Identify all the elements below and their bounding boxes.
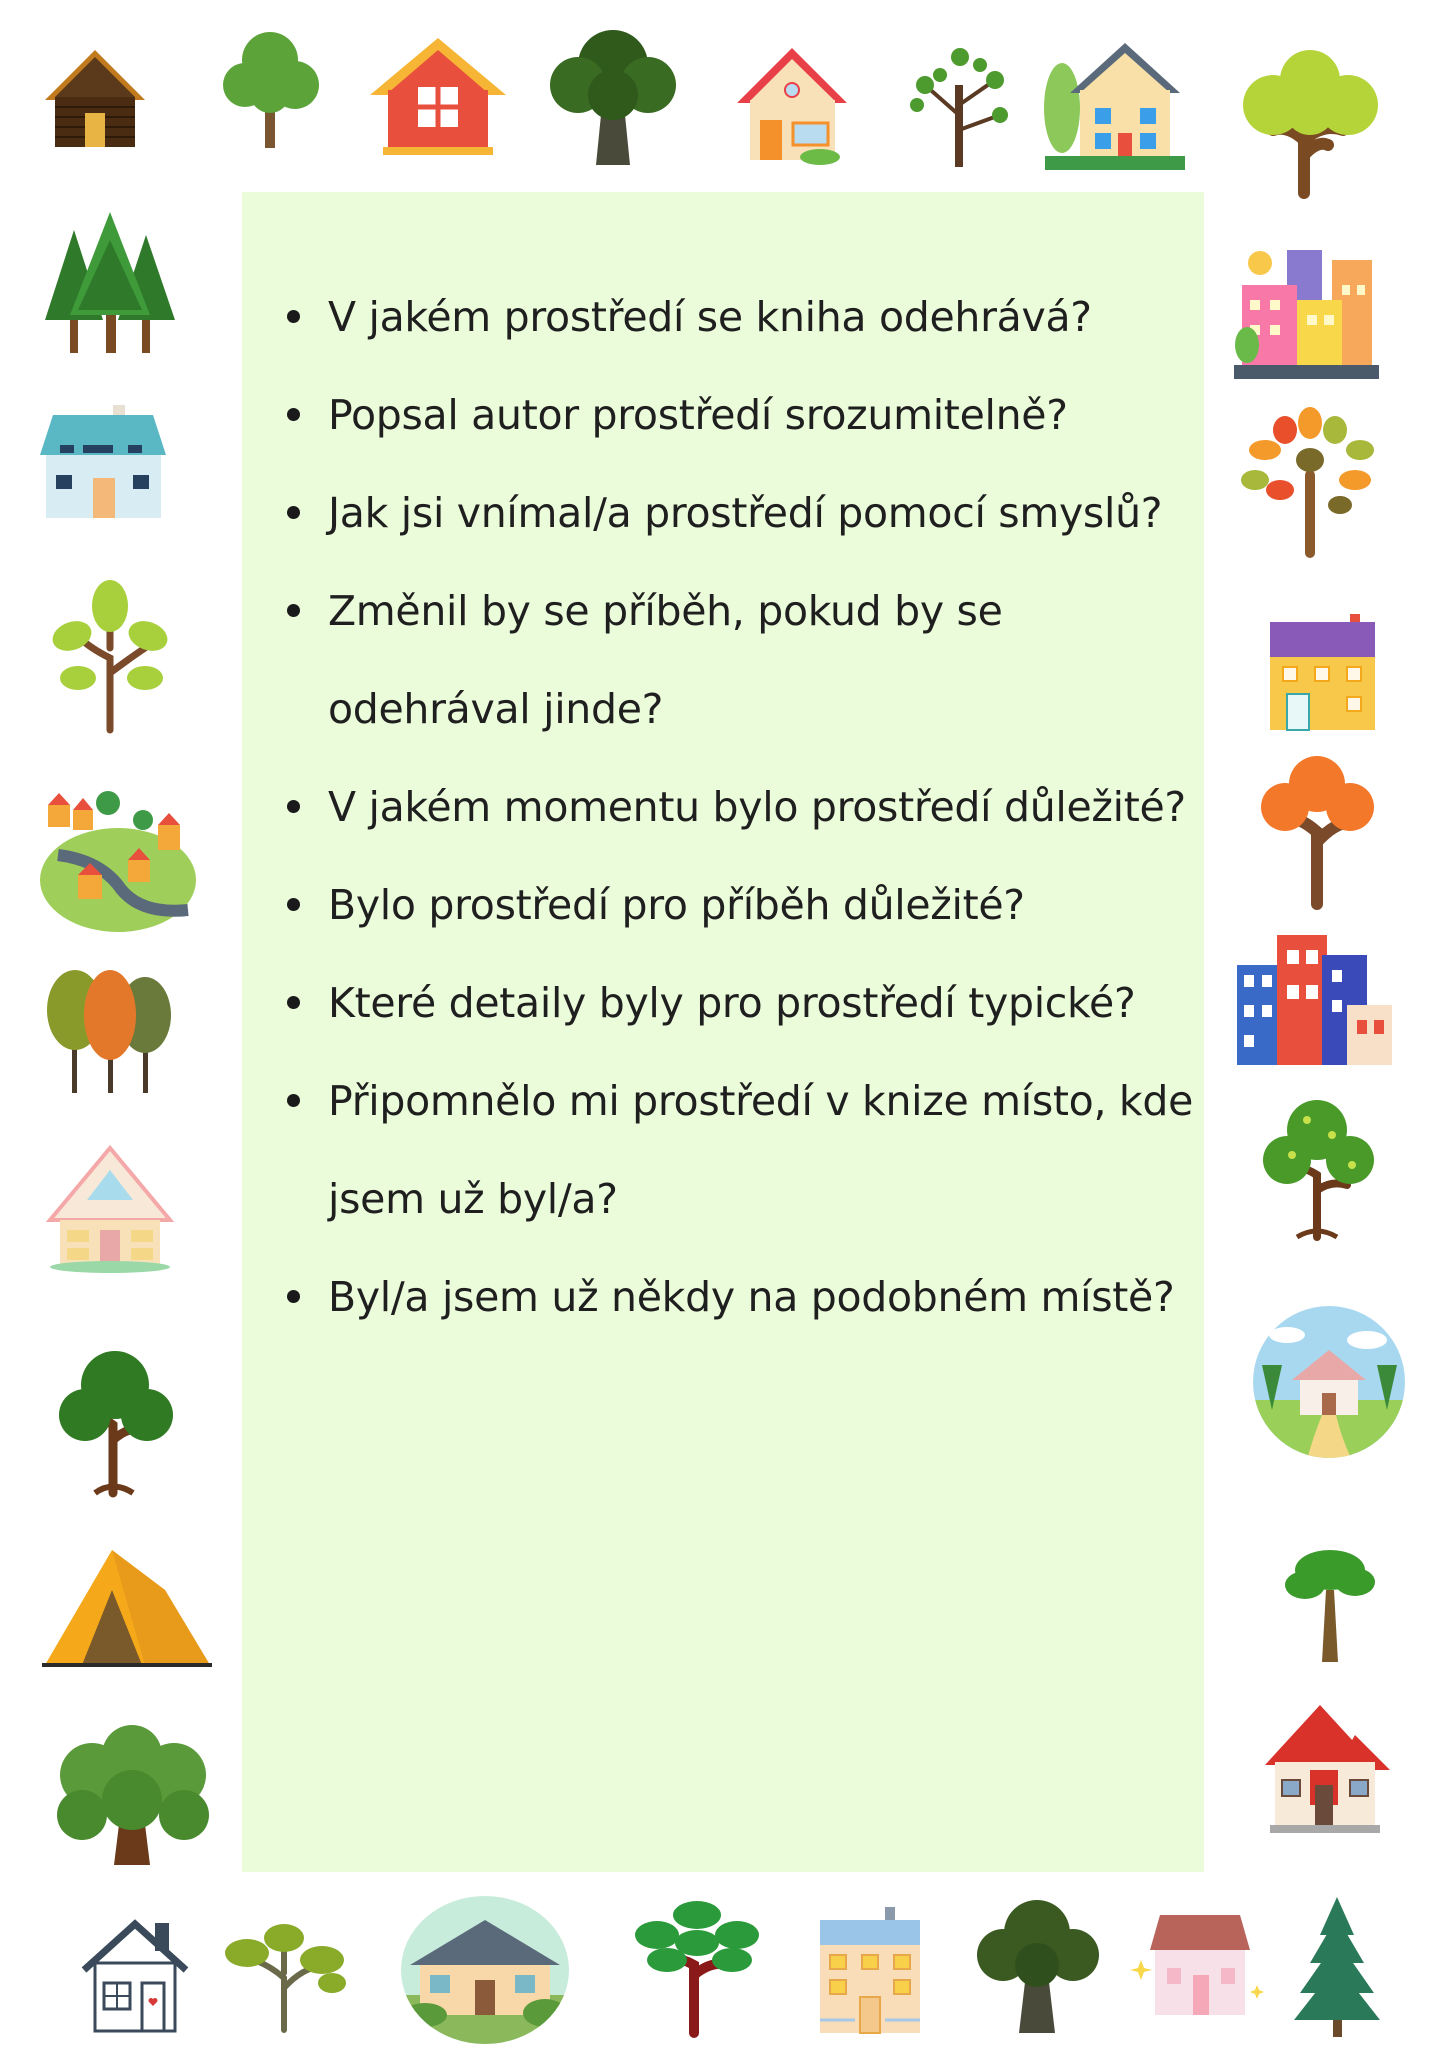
sapling-tree-icon [905,45,1015,170]
question-text: Byl/a jsem už někdy na podobném místě? [328,1273,1175,1321]
question-text: Bylo prostředí pro příběh důležité? [328,881,1025,929]
red-roof-house-icon [1260,1700,1395,1835]
bullet-icon [287,996,300,1009]
list-item [278,366,1198,464]
oak-tree-icon [548,25,678,170]
yellow-house-icon [1040,38,1190,173]
pink-house-icon [1135,1910,1265,2025]
purple-roof-house-icon [1265,612,1380,732]
list-item [278,268,1198,366]
tent-icon [40,1545,215,1670]
pine-forest-icon [40,210,180,355]
bullet-icon [287,310,300,323]
village-icon [38,785,198,935]
autumn-tree-icon [1240,405,1380,555]
bullet-icon [287,408,300,421]
list-item [278,856,1198,954]
question-text: Popsal autor prostředí srozumitelně? [328,391,1068,439]
cottage-icon [735,45,850,165]
lime-tree-icon [1238,45,1383,195]
question-text: Připomnělo mi prostředí v knize místo, kde jsem už byl/a? [328,1077,1194,1223]
tree-icon [50,578,170,733]
log-cabin-icon [40,45,150,150]
house-icon [38,400,168,520]
house-scene-icon [400,1895,570,2045]
bullet-icon [287,604,300,617]
question-text: V jakém momentu bylo prostředí důležité? [328,783,1186,831]
question-text: Změnil by se příběh, pokud by se odehrával jinde? [328,587,1003,733]
orange-tree-icon [1260,752,1375,907]
tree-icon [632,1895,762,2035]
list-item [278,1052,1198,1248]
city-buildings-icon [1232,245,1380,380]
list-item [278,1248,1198,1346]
list-item [278,758,1198,856]
bullet-icon [287,506,300,519]
tree-icon [1262,1095,1377,1240]
tree-icon [1280,1540,1380,1665]
cottage-icon [45,1145,175,1275]
house-scene-icon [1252,1305,1407,1460]
question-list [278,268,1198,1346]
spruce-tree-icon [1290,1895,1385,2040]
bullet-icon [287,800,300,813]
bullet-icon [287,898,300,911]
list-item [278,562,1198,758]
bullet-icon [287,1094,300,1107]
oak-tree-icon [52,1720,214,1870]
bullet-icon [287,1290,300,1303]
apartment-house-icon [815,1905,925,2035]
autumn-trees-icon [45,965,175,1095]
question-text: Které detaily byly pro prostředí typické? [328,979,1136,1027]
question-text: Jak jsi vnímal/a prostředí pomocí smyslů? [328,489,1163,537]
question-text: V jakém prostředí se kniha odehrává? [328,293,1092,341]
tree-icon [55,1345,175,1495]
outline-house-icon [80,1918,190,2033]
round-tree-icon [215,25,325,150]
list-item [278,464,1198,562]
list-item [278,954,1198,1052]
red-house-icon [368,35,508,160]
apartment-buildings-icon [1232,930,1394,1070]
tree-icon [222,1918,347,2033]
oak-tree-icon [975,1895,1100,2035]
